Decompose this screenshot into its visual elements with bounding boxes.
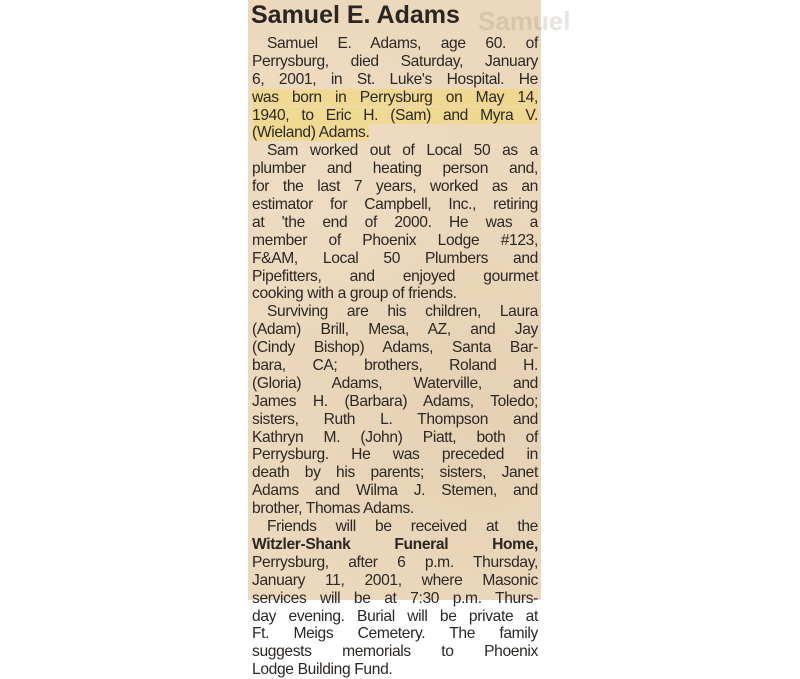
body-line: Samuel E. Adams, age 60. of bbox=[267, 35, 538, 52]
body-line: plumber and heating person and, bbox=[252, 160, 538, 178]
body-line: Perrysburg. He was preceded in bbox=[252, 446, 538, 464]
body-line: suggests memorials to Phoenix bbox=[252, 643, 538, 661]
body-line: F&AM, Local 50 Plumbers and bbox=[252, 249, 538, 267]
body-line: Kathryn M. (John) Piatt, both of bbox=[252, 428, 538, 446]
body-line: Sam worked out of Local 50 as a bbox=[267, 142, 538, 160]
body-line bbox=[252, 89, 538, 107]
body-line: Friends will be received at the bbox=[267, 518, 538, 536]
body-line: Surviving are his children, Laura bbox=[267, 303, 538, 321]
highlighted-text: was born in Perrysburg on May 14, bbox=[252, 88, 538, 106]
body-line: Witzler-Shank Funeral Home, bbox=[252, 535, 538, 553]
body-line: (Cindy Bishop) Adams, Santa Bar- bbox=[252, 339, 538, 357]
body-line: death by his parents; sisters, Janet bbox=[252, 464, 538, 482]
body-line: Adams and Wilma J. Stemen, and bbox=[252, 482, 538, 500]
bleed-through-text: Samuel bbox=[478, 6, 571, 36]
body-line: 6, 2001, in St. Luke's Hospital. He bbox=[252, 70, 538, 88]
body-line: Perrysburg, after 6 p.m. Thursday, bbox=[252, 553, 538, 571]
body-line: January 11, 2001, where Masonic bbox=[252, 571, 538, 589]
body-line bbox=[252, 107, 538, 125]
body-line: (Adam) Brill, Mesa, AZ, and Jay bbox=[252, 321, 538, 339]
body-line: sisters, Ruth L. Thompson and bbox=[252, 410, 538, 428]
body-line: at 'the end of 2000. He was a bbox=[252, 213, 538, 231]
body-line: bara, CA; brothers, Roland H. bbox=[252, 357, 538, 375]
body-line: Ft. Meigs Cemetery. The family bbox=[252, 625, 538, 643]
body-line: brother, Thomas Adams. bbox=[252, 500, 414, 518]
body-line: member of Phoenix Lodge #123, bbox=[252, 231, 538, 249]
body-line: estimator for Campbell, Inc., retiring bbox=[252, 196, 538, 214]
body-line bbox=[252, 124, 538, 142]
highlighted-text: (Wieland) Adams. bbox=[252, 124, 370, 142]
body-line: Pipefitters, and enjoyed gourmet bbox=[252, 267, 538, 285]
obituary-body bbox=[252, 35, 538, 679]
body-line: day evening. Burial will be private at bbox=[252, 607, 538, 625]
body-line: cooking with a group of friends. bbox=[252, 285, 457, 303]
body-line: (Gloria) Adams, Waterville, and bbox=[252, 374, 538, 392]
body-line: Lodge Building Fund. bbox=[252, 661, 393, 679]
highlighted-text: 1940, to Eric H. (Sam) and Myra V. bbox=[252, 106, 538, 124]
obituary-headline: Samuel E. Adams bbox=[251, 1, 460, 29]
obituary-clipping bbox=[248, 0, 571, 679]
body-line: Perrysburg, died Saturday, January bbox=[252, 52, 538, 70]
body-line: for the last 7 years, worked as an bbox=[252, 178, 538, 196]
body-line: James H. (Barbara) Adams, Toledo; bbox=[252, 392, 538, 410]
body-line: services will be at 7:30 p.m. Thurs- bbox=[252, 589, 538, 607]
